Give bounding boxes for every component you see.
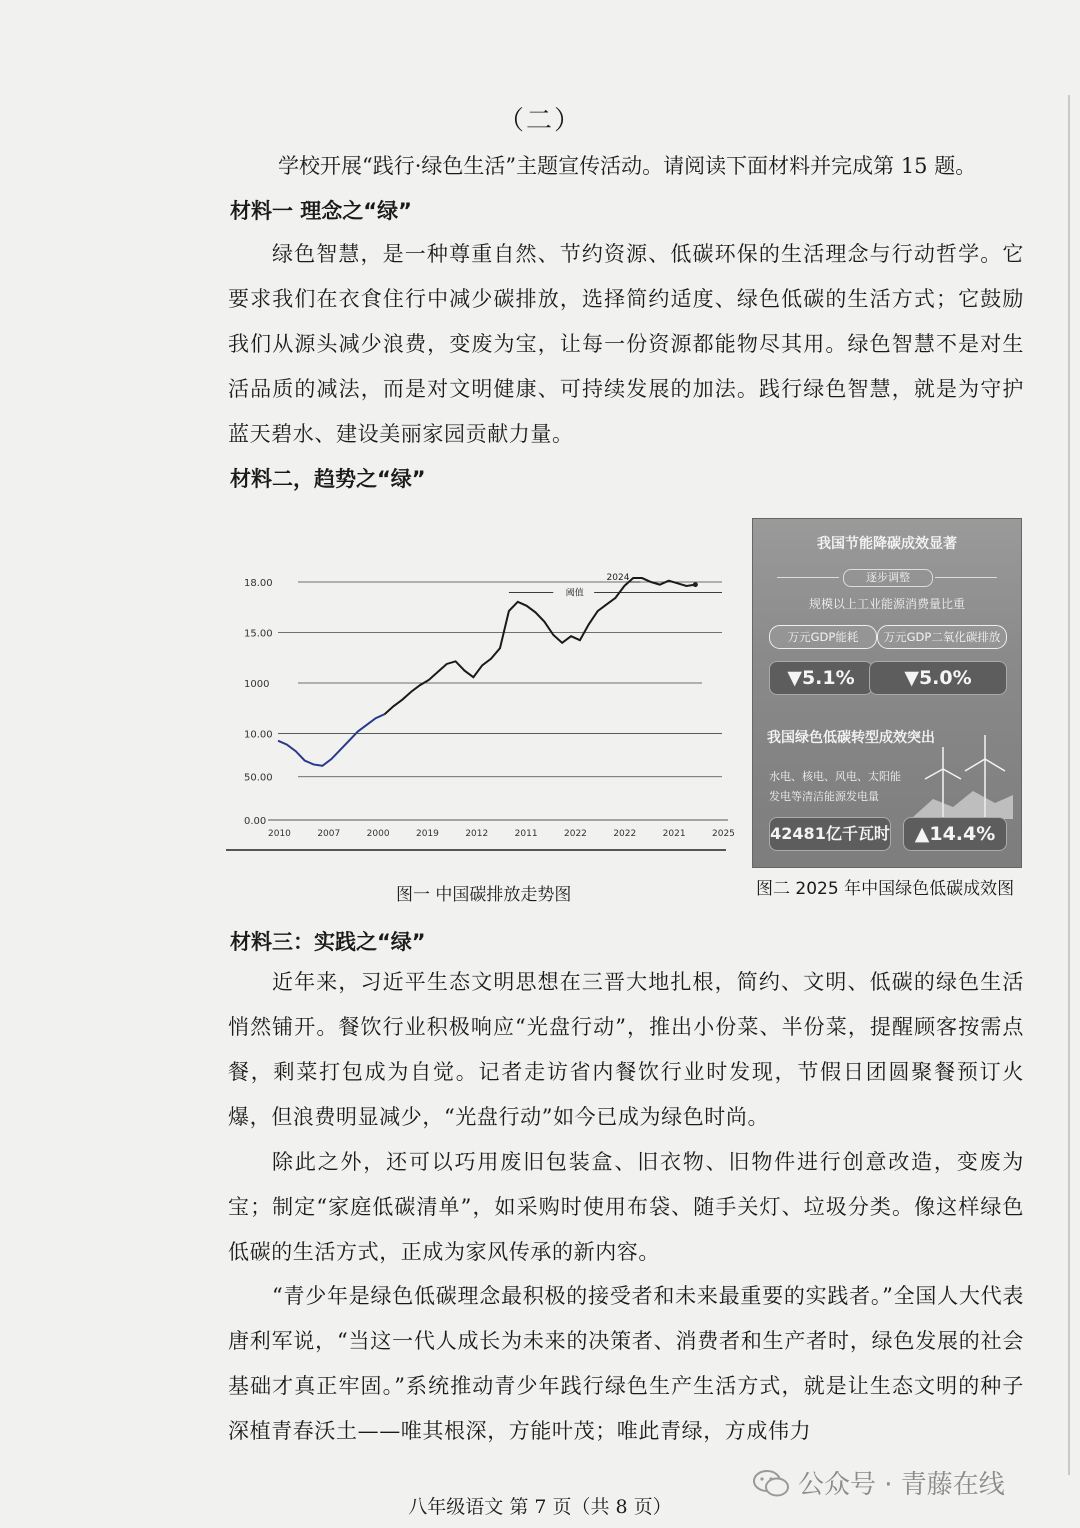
infographic-title: 我国节能降碳成效显著 (817, 536, 957, 552)
material2-heading: 材料二，趋势之“绿” (230, 467, 426, 491)
divider (935, 577, 997, 578)
annotation-2024: 2024 (606, 573, 630, 584)
page-edge (1068, 95, 1070, 1475)
y-tick-label: 18.00 (244, 578, 273, 589)
infographic-subtitle2: 规模以上工业能源消费量比重 (808, 597, 965, 611)
carbon-emission-chart (226, 562, 740, 858)
infographic-section2: 我国绿色低碳转型成效突出 (767, 730, 935, 746)
material3-heading: 材料三：实践之“绿” (230, 930, 426, 954)
infographic-desc: 水电、核电、风电、太阳能发电等清洁能源发电量 (769, 770, 901, 803)
material3-paragraph-3: “青少年是绿色低碳理念最积极的接受者和未来最重要的实践者。”全国人大代表唐利军说，“当这一代人成长为未来的决策者、消费者和生产者时，绿色发展的社会基础才真正牢固。”系统推动青少年践行绿色生产生活方式，就是让生态文明的种子深植青春沃土——唯其根深，方能叶茂；唯此青绿，方成伟力 (228, 1284, 1024, 1443)
gdp-energy-label: 万元GDP能耗 (769, 625, 877, 649)
page-footer: 八年级语文 第 7 页（共 8 页） (408, 1496, 672, 1518)
x-tick-label: 2012 (465, 829, 489, 839)
y-tick-label: 15.00 (244, 628, 273, 640)
x-tick-label: 2019 (416, 829, 439, 839)
figure1-caption: 图一 中国碳排放走势图 (396, 885, 572, 905)
y-tick-label: 1000 (244, 678, 270, 690)
intro-text: 学校开展“践行·绿色生活”主题宣传活动。请阅读下面材料并完成第 15 题。 (278, 154, 977, 178)
material3-paragraph-2: 除此之外，还可以巧用废旧包装盒、旧衣物、旧物件进行创意改造，变废为宝；制定“家庭低碳清单”，如采购时使用布袋、随手关灯、垃圾分类。像这样绿色低碳的生活方式，正成为家风传承的新内容。 (228, 1150, 1024, 1264)
x-tick-label: 2010 (268, 829, 291, 839)
material1-heading: 材料一 理念之“绿” (230, 199, 412, 223)
data-point (693, 582, 698, 587)
y-tick-label: 10.00 (244, 729, 273, 741)
chart-svg (226, 562, 740, 858)
divider (777, 577, 839, 578)
green-lowcarbon-infographic (752, 518, 1022, 868)
annotation-threshold: 阈值 (565, 588, 584, 599)
y-tick-label: 0.00 (244, 816, 267, 827)
x-tick-label: 2025 (712, 829, 735, 839)
x-tick-label: 2022 (564, 829, 587, 839)
section-title: （二） (497, 106, 582, 136)
infographic-subtitle: 逐步调整 (843, 569, 933, 587)
watermark: 公众号 · 青藤在线 (798, 1470, 1005, 1500)
clean-power-value: 42481亿千瓦时 (769, 817, 891, 851)
figure2-caption: 图二 2025 年中国绿色低碳成效图 (756, 879, 1015, 899)
gdp-energy-value: ▼5.1% (769, 661, 873, 695)
x-tick-label: 2007 (317, 829, 341, 839)
x-tick-label: 2000 (366, 829, 390, 839)
emission-line (385, 578, 696, 714)
gdp-co2-value: ▼5.0% (869, 661, 1007, 695)
gdp-co2-label: 万元GDP二氧化碳排放 (877, 625, 1007, 649)
emission-line-early (278, 714, 385, 766)
y-tick-label: 50.00 (244, 772, 273, 784)
x-tick-label: 2011 (514, 829, 538, 839)
clean-power-growth: ▲14.4% (903, 817, 1007, 851)
material3-paragraph-1: 近年来，习近平生态文明思想在三晋大地扎根，简约、文明、低碳的绿色生活悄然铺开。餐饮行业积极响应“光盘行动”，推出小份菜、半份菜，提醒顾客按需点餐，剩菜打包成为自觉。记者走访省内餐饮行业时发现，节假日团圆聚餐预订火爆，但浪费明显减少，“光盘行动”如今已成为绿色时尚。 (228, 970, 1024, 1129)
x-tick-label: 2021 (662, 829, 686, 839)
material1-text: 绿色智慧，是一种尊重自然、节约资源、低碳环保的生活理念与行动哲学。它要求我们在衣食住行中减少碳排放，选择简约适度、绿色低碳的生活方式；它鼓励我们从源头减少浪费，变废为宝，让每一份资源都能物尽其用。绿色智慧不是对生活品质的减法，而是对文明健康、可持续发展的加法。践行绿色智慧，就是为守护蓝天碧水、建设美丽家园贡献力量。 (228, 242, 1024, 446)
wind-turbine-icon (913, 729, 1013, 819)
x-tick-label: 2022 (613, 829, 637, 839)
